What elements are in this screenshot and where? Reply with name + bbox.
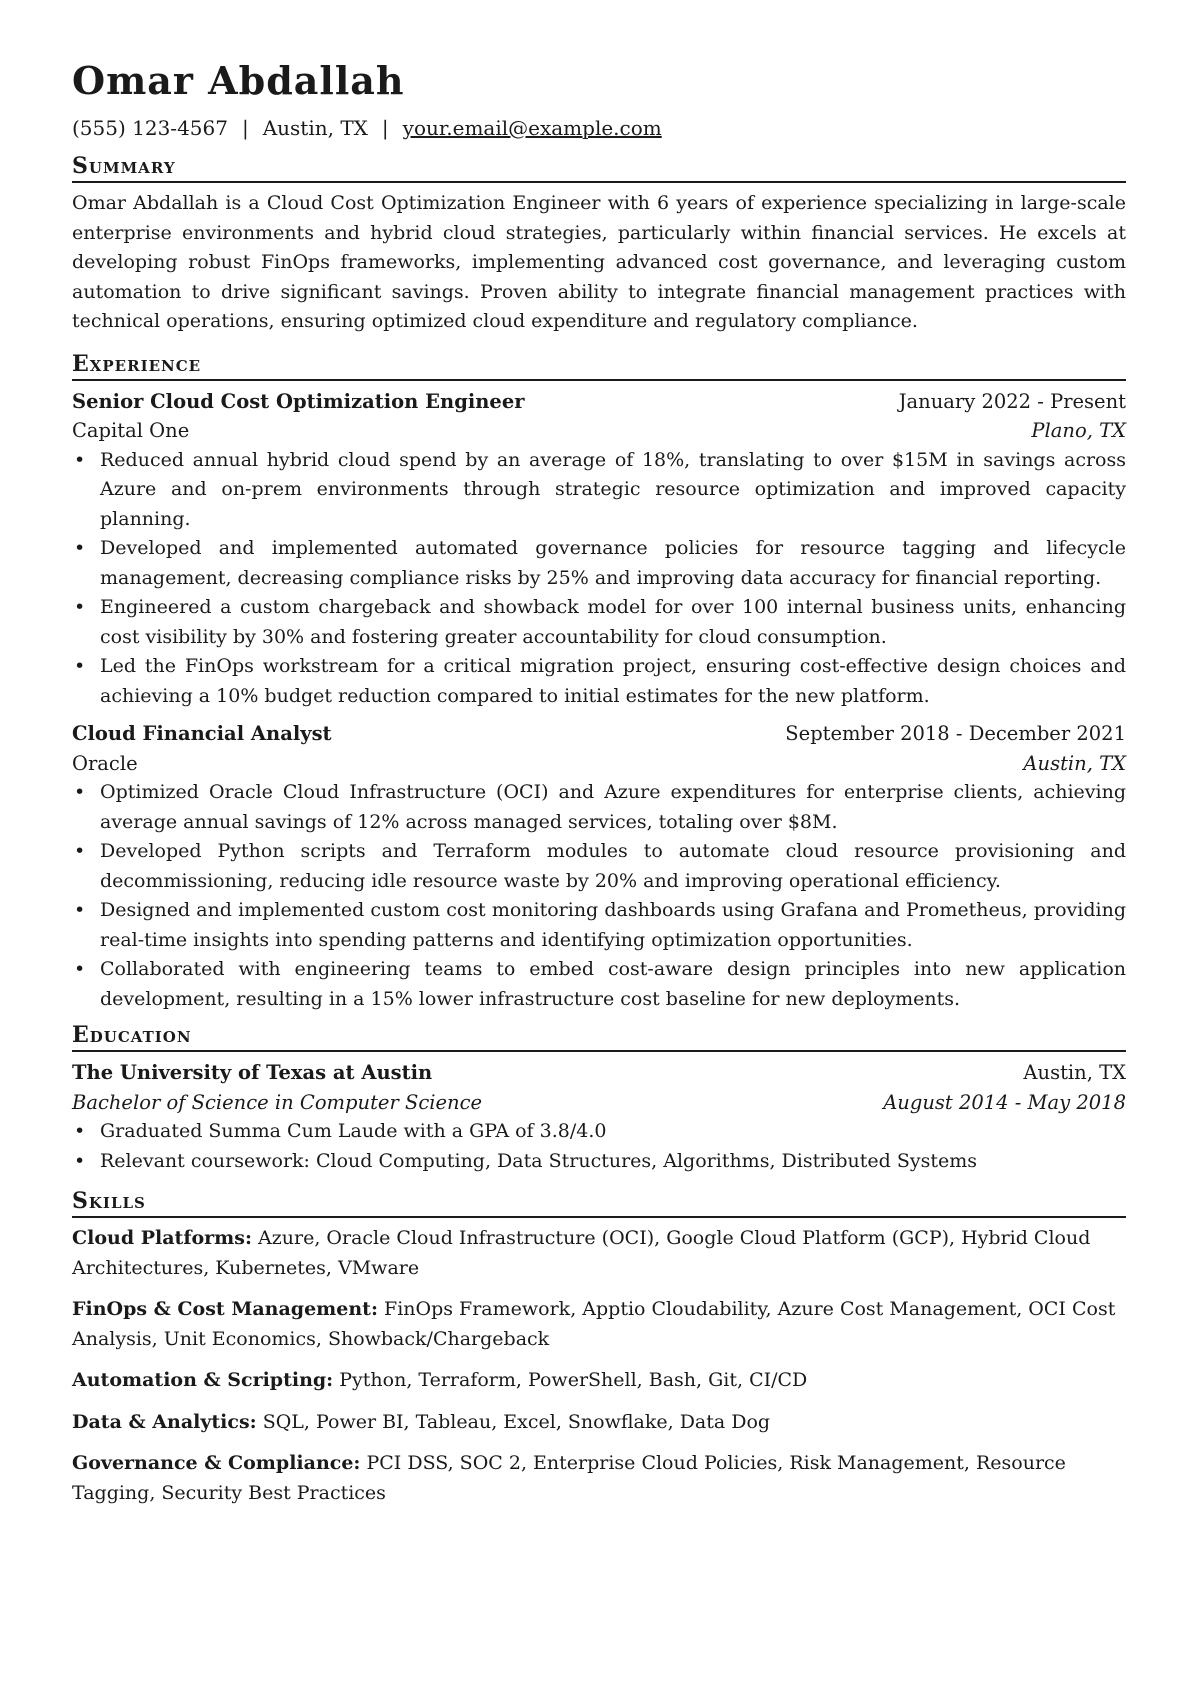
skill-label: Cloud Platforms: — [72, 1227, 252, 1249]
skill-row — [72, 1449, 1126, 1508]
job-company: Capital One — [72, 419, 190, 442]
school-name: The University of Texas at Austin — [72, 1061, 433, 1084]
list-item: • Optimized Oracle Cloud Infrastructure (OCI) and Azure expenditures for enterprise clients, achieving average annual savings of 12% across managed services, totaling over $8M. — [100, 778, 1126, 837]
job-entry — [72, 719, 1126, 1014]
section-title-experience: Experience — [72, 351, 1126, 381]
resume-page — [72, 58, 1126, 1520]
candidate-name: Omar Abdallah — [72, 58, 405, 103]
list-item: • Collaborated with engineering teams to embed cost-aware design principles into new application development, resulting in a 15% lower infrastructure cost baseline for new deployments. — [100, 955, 1126, 1014]
job-location: Austin, TX — [1023, 751, 1126, 775]
education-bullets — [72, 1117, 1126, 1176]
contact-location: Austin, TX — [262, 116, 368, 140]
skill-row — [72, 1295, 1126, 1354]
skill-label: FinOps & Cost Management: — [72, 1298, 378, 1320]
email-link[interactable]: your.email@example.com — [402, 116, 662, 140]
contact-separator: | — [241, 116, 249, 140]
list-item: • Relevant coursework: Cloud Computing, Data Structures, Algorithms, Distributed Systems — [100, 1147, 1126, 1177]
section-title-skills: Skills — [72, 1188, 1126, 1218]
contact-line — [72, 115, 1126, 141]
skill-row — [72, 1408, 1126, 1438]
job-company: Oracle — [72, 751, 138, 775]
job-bullets — [72, 778, 1126, 1014]
education-section — [72, 1022, 1126, 1176]
section-title-education: Education — [72, 1022, 1126, 1052]
skill-value: FinOps Framework, Apptio Cloudability, Azure Cost Management, OCI Cost Analysis, Unit Economics, Showback/Chargeback — [72, 1298, 1116, 1350]
degree: Bachelor of Science in Computer Science — [72, 1090, 483, 1114]
section-title-summary: Summary — [72, 153, 1126, 183]
list-item: • Designed and implemented custom cost monitoring dashboards using Grafana and Prometheus, providing real-time insights into spending patterns and identifying optimization opportunities. — [100, 896, 1126, 955]
skill-row — [72, 1224, 1126, 1283]
skill-label: Governance & Compliance: — [72, 1452, 361, 1474]
job-bullets — [72, 446, 1126, 712]
summary-section — [72, 153, 1126, 337]
job-title: Cloud Financial Analyst — [72, 722, 332, 745]
skill-value: Python, Terraform, PowerShell, Bash, Git, CI/CD — [339, 1369, 808, 1391]
job-dates: January 2022 - Present — [898, 389, 1126, 413]
list-item: • Graduated Summa Cum Laude with a GPA of 3.8/4.0 — [100, 1117, 1126, 1147]
list-item: • Engineered a custom chargeback and showback model for over 100 internal business units, enhancing cost visibility by 30% and fostering greater accountability for cloud consumption. — [100, 593, 1126, 652]
job-entry — [72, 387, 1126, 712]
skills-section — [72, 1188, 1126, 1508]
skill-value: Azure, Oracle Cloud Infrastructure (OCI), Google Cloud Platform (GCP), Hybrid Cloud Architectures, Kubernetes, VMware — [72, 1227, 1091, 1279]
list-item: • Developed Python scripts and Terraform modules to automate cloud resource provisioning and decommissioning, reducing idle resource waste by 20% and improving operational efficiency. — [100, 837, 1126, 896]
skill-value: PCI DSS, SOC 2, Enterprise Cloud Policies, Risk Management, Resource Tagging, Security Best Practices — [72, 1452, 1066, 1504]
job-dates: September 2018 - December 2021 — [785, 722, 1126, 745]
job-title: Senior Cloud Cost Optimization Engineer — [72, 389, 525, 413]
experience-section — [72, 351, 1126, 1015]
education-dates: August 2014 - May 2018 — [883, 1090, 1126, 1114]
summary-text: Omar Abdallah is a Cloud Cost Optimization Engineer with 6 years of experience specializing in large-scale enterprise environments and hybrid cloud strategies, particularly within financial services. He excels at developing robust FinOps frameworks, implementing advanced cost governance, and leveraging custom automation to drive significant savings. Proven ability to integrate financial management practices with technical operations, ensuring optimized cloud expenditure and regulatory compliance. — [72, 192, 1126, 332]
skill-row — [72, 1366, 1126, 1396]
list-item: • Developed and implemented automated governance policies for resource tagging and lifecycle management, decreasing compliance risks by 25% and improving data accuracy for financial reporting. — [100, 534, 1126, 593]
phone-number: (555) 123-4567 — [72, 116, 228, 140]
job-location: Plano, TX — [1031, 419, 1126, 442]
skill-label: Automation & Scripting: — [72, 1369, 334, 1391]
list-item: • Reduced annual hybrid cloud spend by an average of 18%, translating to over $15M in savings across Azure and on-prem environments through strategic resource optimization and improved capacity planning. — [100, 446, 1126, 535]
contact-separator: | — [381, 116, 389, 140]
skill-label: Data & Analytics: — [72, 1410, 257, 1433]
skill-value: SQL, Power BI, Tableau, Excel, Snowflake, Data Dog — [262, 1410, 771, 1433]
list-item: • Led the FinOps workstream for a critical migration project, ensuring cost-effective design choices and achieving a 10% budget reduction compared to initial estimates for the new platform. — [100, 652, 1126, 711]
school-location: Austin, TX — [1023, 1061, 1126, 1084]
